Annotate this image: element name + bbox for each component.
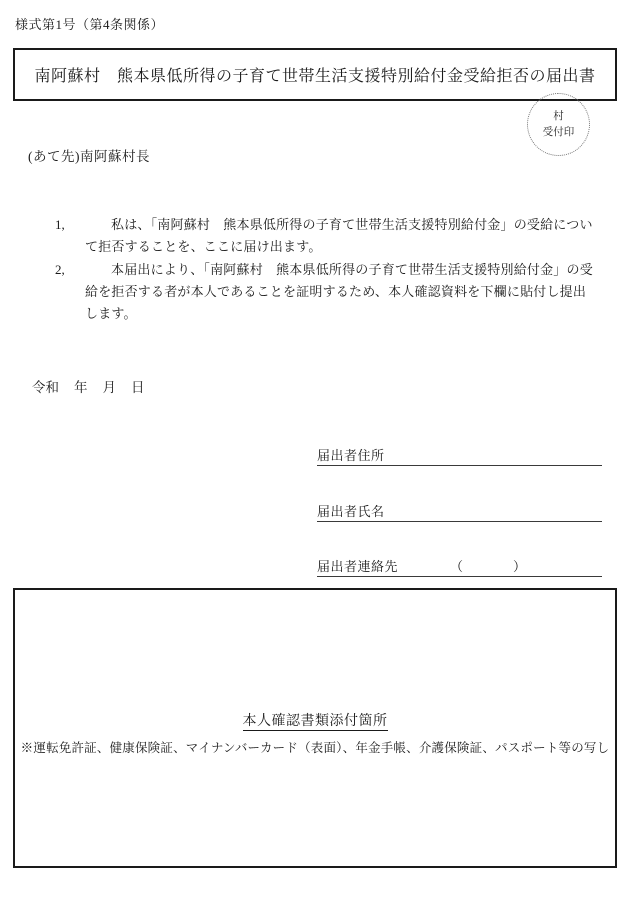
date-day-label: 日	[131, 380, 145, 395]
attachment-box-note: ※運転免許証、健康保険証、マイナンバーカード（表面）、年金手帳、介護保険証、パスポート等の写し	[20, 741, 610, 755]
numbered-item-1	[55, 214, 595, 258]
date-era-label: 令和	[32, 380, 59, 395]
date-line	[32, 376, 145, 396]
date-year-label: 年	[74, 380, 88, 395]
form-title-box	[13, 48, 617, 101]
item-1-text: 私は、「南阿蘇村 熊本県低所得の子育て世帯生活支援特別給付金」の受給について拒否することを、ここに届け出ます。	[85, 217, 593, 254]
id-document-attachment-box	[13, 588, 617, 868]
addressee-line: (あて先)南阿蘇村長	[28, 149, 150, 164]
attachment-box-title-row	[15, 710, 615, 730]
contact-paren-open: （	[450, 559, 464, 574]
attachment-box-title: 本人確認書類添付箇所	[242, 714, 388, 729]
form-title: 南阿蘇村 熊本県低所得の子育て世帯生活支援特別給付金受給拒否の届出書	[34, 68, 596, 85]
field-declarant-contact-label: 届出者連絡先	[317, 559, 399, 574]
item-2-marker: 2,	[55, 262, 65, 277]
reception-stamp-circle	[527, 93, 590, 156]
stamp-line2: 受付印	[542, 126, 575, 138]
field-declarant-contact	[317, 557, 602, 577]
item-2-text: 本届出により、「南阿蘇村 熊本県低所得の子育て世帯生活支援特別給付金」の受給を拒否する者が本人であることを証明するため、本人確認資料を下欄に貼付し提出します。	[85, 262, 593, 321]
form-code-label: 様式第1号（第4条関係）	[15, 17, 165, 32]
field-declarant-name-label: 届出者氏名	[317, 504, 385, 519]
contact-paren-close: ）	[513, 559, 527, 574]
numbered-item-2	[55, 259, 595, 325]
field-declarant-address	[317, 446, 602, 466]
date-month-label: 月	[102, 380, 116, 395]
stamp-line1: 村	[553, 110, 564, 122]
field-declarant-address-label: 届出者住所	[317, 448, 385, 463]
item-1-marker: 1,	[55, 217, 65, 232]
field-declarant-name	[317, 502, 602, 522]
